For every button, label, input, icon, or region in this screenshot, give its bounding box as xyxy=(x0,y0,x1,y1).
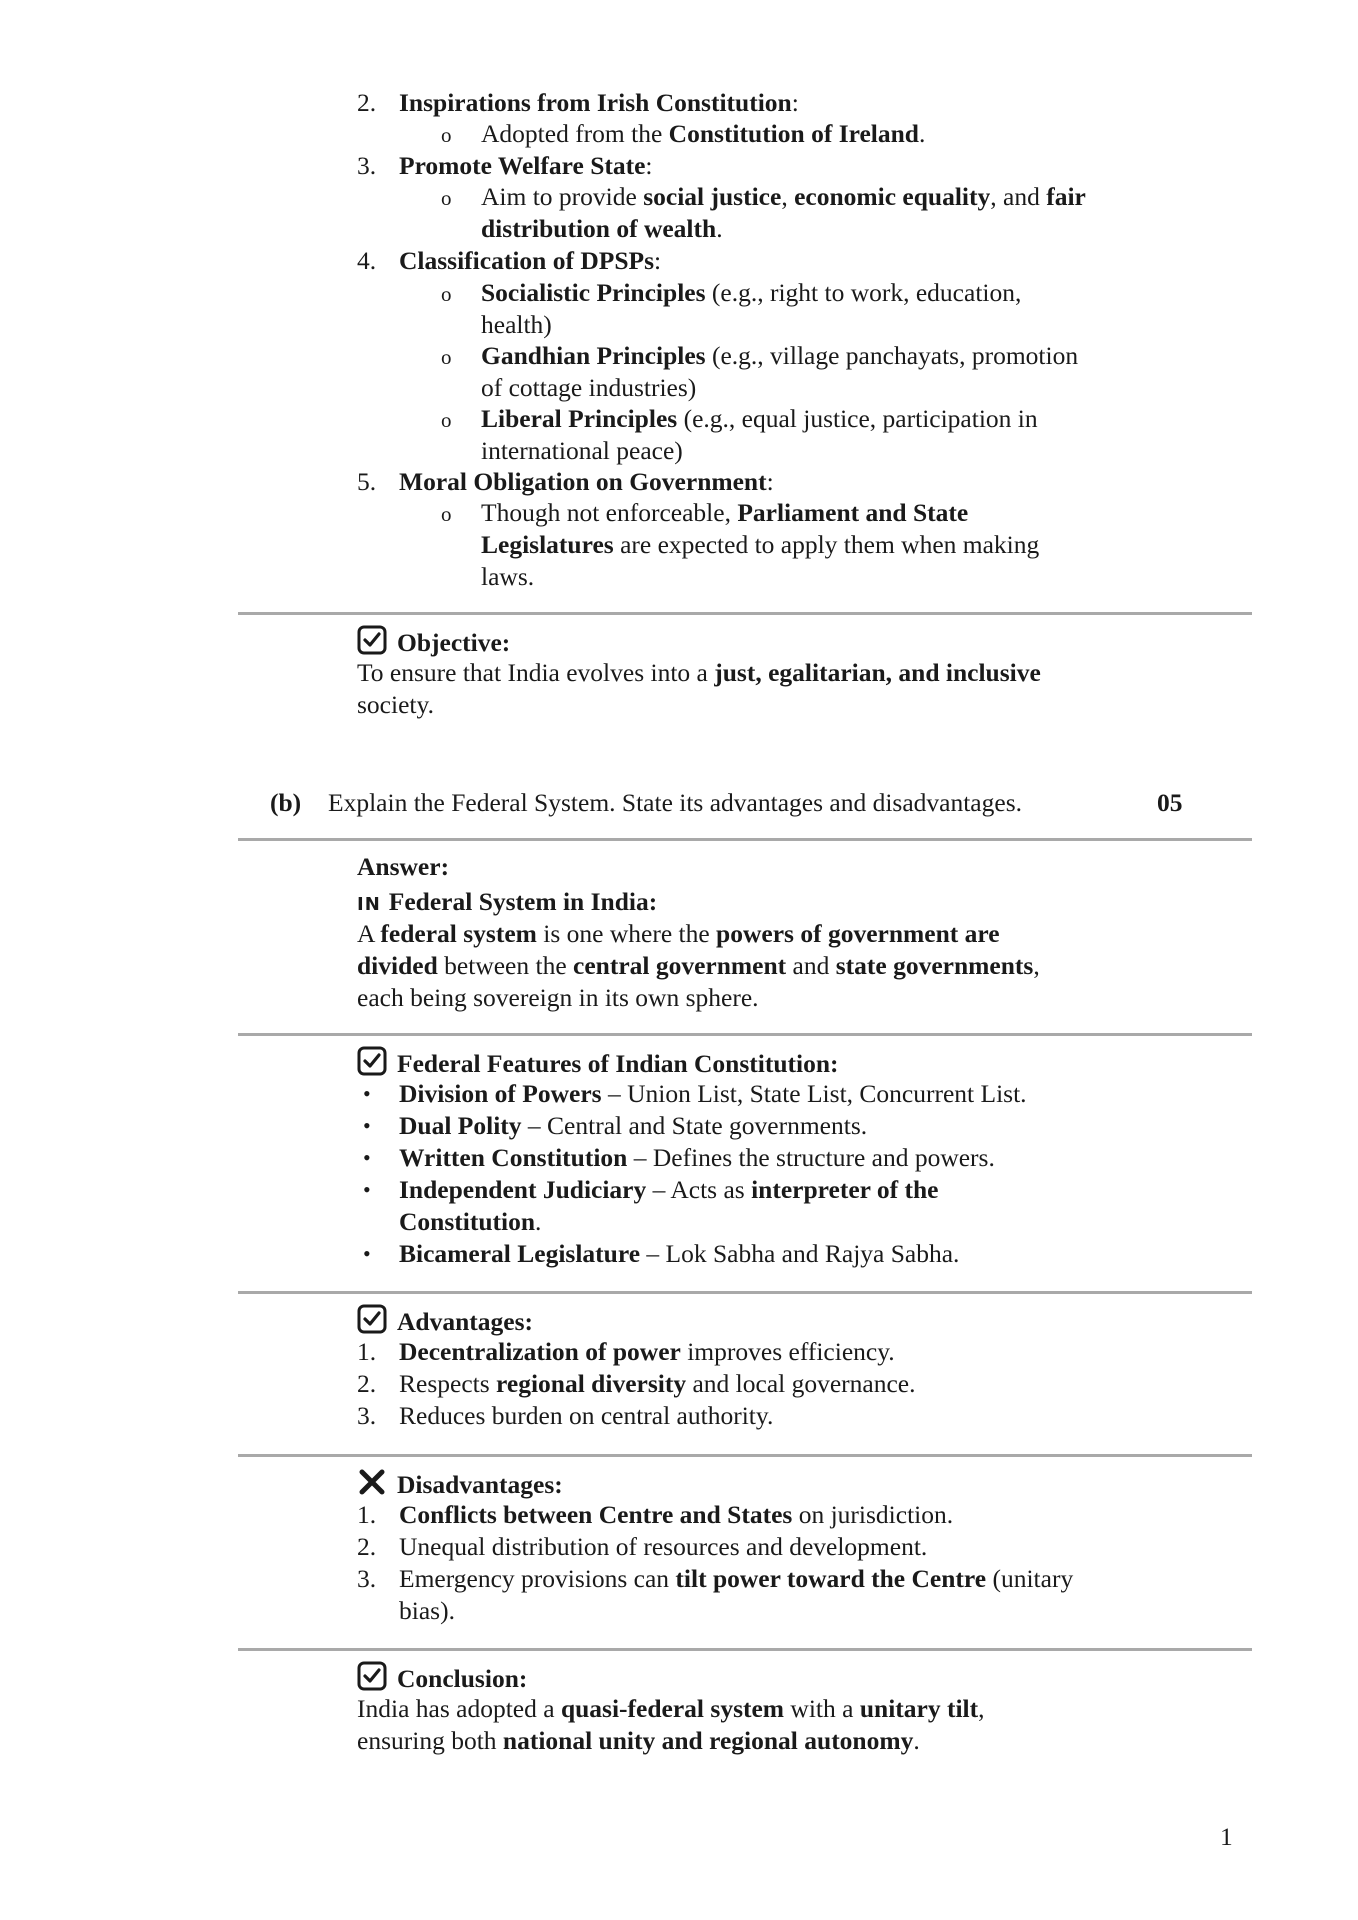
section-divider xyxy=(238,1648,1252,1651)
checkbox-check-icon xyxy=(357,1046,387,1084)
section-heading: Objective: xyxy=(397,628,511,657)
list-item: Emergency provisions can tilt power toward the Centre (unitary xyxy=(399,1564,1074,1593)
list-item: Unequal distribution of resources and development. xyxy=(399,1532,928,1561)
section-divider xyxy=(238,1033,1252,1036)
list-item: Independent Judiciary – Acts as interpreter of the xyxy=(399,1175,939,1204)
section-divider xyxy=(238,612,1252,615)
section-heading: Disadvantages: xyxy=(397,1470,563,1499)
list-item: Division of Powers – Union List, State List, Concurrent List. xyxy=(399,1079,1027,1108)
sub-bullet: o xyxy=(441,123,452,147)
bullet-dot: • xyxy=(363,1113,371,1138)
list-item: Written Constitution – Defines the structure and powers. xyxy=(399,1143,995,1172)
section-divider xyxy=(238,838,1252,841)
list-item: Decentralization of power improves efficiency. xyxy=(399,1337,895,1366)
item-title: Moral Obligation on Government xyxy=(399,467,767,496)
item-title: Inspirations from Irish Constitution xyxy=(399,88,792,117)
section-heading: Federal Features of Indian Constitution: xyxy=(397,1049,839,1078)
bullet-dot: • xyxy=(363,1081,371,1106)
item-number: 2. xyxy=(357,88,377,117)
list-item: Conflicts between Centre and States on jurisdiction. xyxy=(399,1500,954,1529)
section-divider xyxy=(238,1454,1252,1457)
section-heading: Conclusion: xyxy=(397,1664,528,1693)
bullet-dot: • xyxy=(363,1177,371,1202)
section-heading: Advantages: xyxy=(397,1307,534,1336)
question-marks: 05 xyxy=(1157,788,1183,817)
section-divider xyxy=(238,1291,1252,1294)
question-text: Explain the Federal System. State its advantages and disadvantages. xyxy=(328,788,1022,817)
section-heading: Federal System in India: xyxy=(388,887,658,916)
item-title: Classification of DPSPs xyxy=(399,246,654,275)
list-item: Bicameral Legislature – Lok Sabha and Rajya Sabha. xyxy=(399,1239,960,1268)
bullet-dot: • xyxy=(363,1145,371,1170)
page-number: 1 xyxy=(1220,1822,1233,1851)
bullet-dot: • xyxy=(363,1241,371,1266)
question-label: (b) xyxy=(270,788,302,817)
list-item: Reduces burden on central authority. xyxy=(399,1401,774,1430)
answer-label: Answer: xyxy=(357,852,450,881)
item-title: Promote Welfare State xyxy=(399,151,646,180)
list-item: Dual Polity – Central and State governments. xyxy=(399,1111,868,1140)
india-flag-letters: IN xyxy=(357,894,381,915)
list-item: Respects regional diversity and local governance. xyxy=(399,1369,916,1398)
